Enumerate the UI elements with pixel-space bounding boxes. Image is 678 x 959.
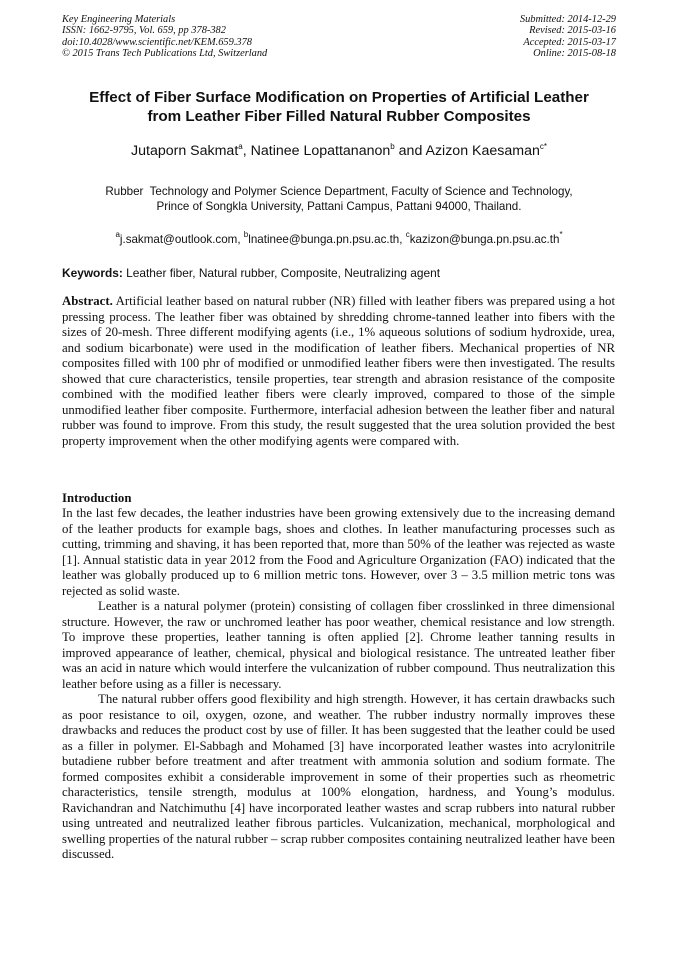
paper-title (40, 88, 638, 126)
keywords-label: Keywords: (62, 266, 123, 280)
author-separator: , (242, 143, 251, 159)
submission-dates (520, 14, 616, 60)
date-online: Online: 2015-08-18 (533, 48, 616, 60)
author-separator: and (394, 143, 426, 159)
affiliation-line-1: Rubber Technology and Polymer Science Department, Faculty of Science and Technology, (105, 185, 573, 198)
email-mark: c (405, 230, 410, 239)
introduction-body (62, 506, 615, 863)
email-mark: a (115, 230, 120, 239)
corresponding-mark: * (559, 230, 563, 239)
email-link[interactable]: kazizon@bunga.pn.psu.ac.th (409, 233, 560, 246)
author-affil-mark: c* (539, 142, 547, 151)
author-name: Azizon Kaesaman (425, 143, 540, 159)
paragraph: In the last few decades, the leather industries have been growing extensively due to the increasing demand of the leather products for example bags, shoes and clothes. In leather manufacturing processes such as cutting, trimming and shaving, it has been reported that, more than 50% of the leather was rejected as waste [1]. Annual statistic data in year 2012 from the Food and Agriculture Organization (FAO) indicated that the leather was globally produced up to 6 million metric tons. However, over 3 – 3.5 million metric tons was rejected as solid waste. (62, 506, 615, 598)
keywords-text: Leather fiber, Natural rubber, Composite, Neutralizing agent (122, 266, 441, 280)
affiliation (40, 184, 638, 215)
author-affil-mark: a (238, 142, 243, 151)
journal-doi[interactable]: doi:10.4028/www.scientific.net/KEM.659.378 (62, 36, 252, 48)
abstract (62, 294, 615, 449)
author-emails (40, 232, 638, 247)
journal-info (62, 14, 267, 60)
journal-name: Key Engineering Materials (62, 14, 176, 25)
author-name: Natinee Lopattananon (250, 143, 391, 159)
abstract-label: Abstract. (62, 294, 113, 308)
author-list (40, 142, 638, 160)
title-line-2: from Leather Fiber Filled Natural Rubber Composites (147, 108, 531, 125)
abstract-text: Artificial leather based on natural rubber (NR) filled with leather fibers was prepared using a hot pressing process. The leather fiber was obtained by shredding chrome-tanned leather into fibers with the sizes of 20-mesh. Three different modifying agents (i.e., 1% aqueous solutions of sodium hydroxide, urea, and sodium bicarbonate) were used in the modification of leather fibers. Mechanical properties of NR composites filled with 100 phr of modified or unmodified leather fibers were then investigated. The results showed that cure characteristics, tensile properties, tear strength and abrasion resistance of the composite combined with the modified leather fibers were clearly improved, compared to those of the simple unmodified leather fiber composite. Furthermore, interfacial adhesion between the leather fiber and natural rubber was found to improve. From this study, the result suggested that the urea solution provided the best property improvement when the other modifying agents were compared with. (62, 294, 615, 448)
section-heading-introduction: Introduction (62, 491, 132, 505)
date-revised: Revised: 2015-03-16 (529, 25, 616, 37)
author-name: Jutaporn Sakmat (131, 143, 239, 159)
email-link[interactable]: j.sakmat@outlook.com (119, 233, 238, 246)
email-mark: b (243, 230, 249, 239)
date-submitted: Submitted: 2014-12-29 (519, 14, 616, 25)
paragraph: Leather is a natural polymer (protein) consisting of collagen fiber crosslinked in three dimensional structure. However, the raw or unchromed leather has poor weather, chemical resistance and low strength. To improve these properties, leather tanning is often applied [2]. Chrome leather tanning results in improved appearance of leather, chemical, physical and biological resistance. The untreated leather fiber was an acid in nature which would interfere the vulcanization of rubber compound. Thus neutralization this leather before using as a filler is necessary. (62, 599, 615, 691)
date-accepted: Accepted: 2015-03-17 (523, 36, 616, 48)
title-line-1: Effect of Fiber Surface Modification on Properties of Artificial Leather (89, 89, 589, 106)
affiliation-line-2: Prince of Songkla University, Pattani Campus, Pattani 94000, Thailand. (156, 200, 522, 214)
email-separator: , (399, 233, 406, 246)
journal-copyright: © 2015 Trans Tech Publications Ltd, Switzerland (62, 48, 268, 60)
author-affil-mark: b (390, 142, 395, 151)
paragraph: The natural rubber offers good flexibility and high strength. However, it has certain drawbacks such as poor resistance to oil, oxygen, ozone, and weather. The rubber industry normally improves these drawbacks and reduces the product cost by use of filler. It has been suggested that the leather could be used as a filler in polymer. El-Sabbagh and Mohamed [3] have incorporated leather wastes into acrylonitrile butadiene rubber before treatment and after treatment with ammonia solution and sodium formate. The formed composites exhibit a considerable improvement in some of their properties such as rheometric characteristics, tensile strength, modulus at 100% elongation, hardness, and Young’s modulus. Ravichandran and Natchimuthu [4] have incorporated leather wastes and scrap rubbers into natural rubber using untreated and neutralized leather fibrous particles. Vulcanization, mechanical, morphological and swelling properties of the natural rubber – scrap rubber composites containing neutralized leather have been discussed. (62, 692, 615, 861)
email-separator: , (237, 233, 244, 246)
journal-issn: ISSN: 1662-9795, Vol. 659, pp 378-382 (62, 25, 226, 37)
email-link[interactable]: lnatinee@bunga.pn.psu.ac.th (248, 233, 400, 246)
keywords (62, 266, 440, 281)
